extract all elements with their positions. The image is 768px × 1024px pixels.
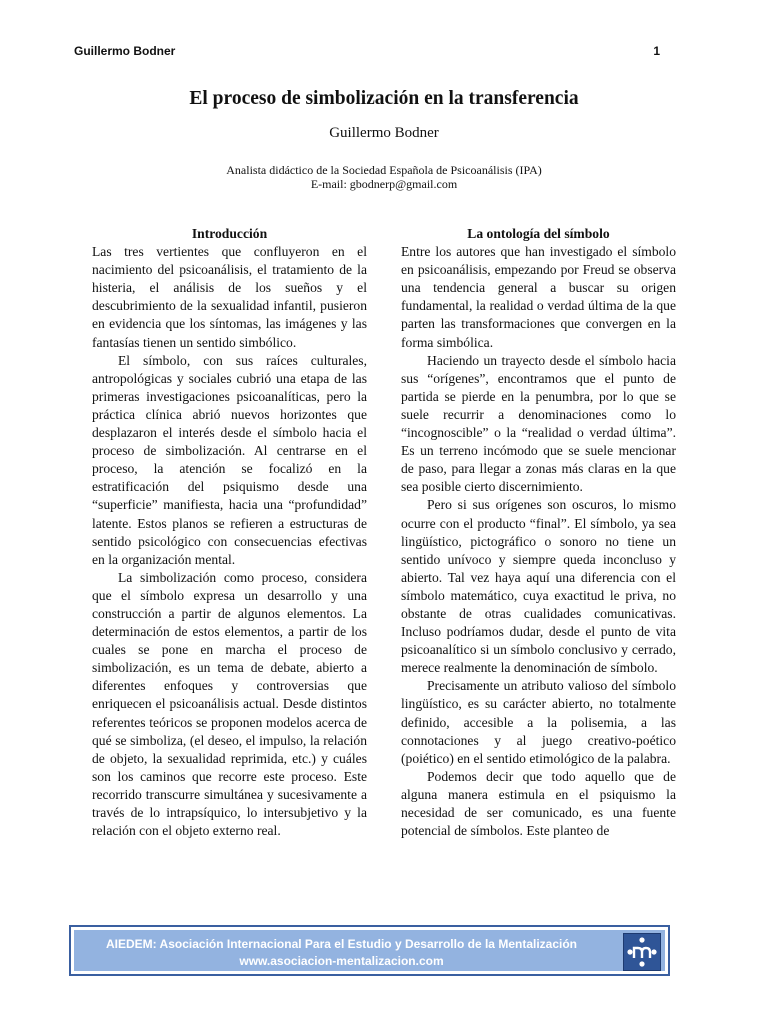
running-header-author: Guillermo Bodner — [74, 44, 176, 58]
paragraph: Precisamente un atributo valioso del símbolo lingüístico, es su carácter abierto, no totalmente definido, accesible a la polisemia, a las connotaciones y al juego creativo-poético (poiético) en el sentido etimológico de la palabra. — [401, 678, 676, 766]
section-heading-ontologia: La ontología del símbolo — [467, 226, 610, 241]
affiliation: Analista didáctico de la Sociedad Española de Psicoanálisis (IPA) — [226, 163, 542, 177]
right-column — [401, 225, 676, 840]
paragraph: Entre los autores que han investigado el símbolo en psicoanálisis, empezando por Freud se observa una tendencia general a buscar su origen fundamental, la realidad o verdad última de la que parten las transformaciones que convergen en la forma simbólica. — [401, 244, 676, 350]
paragraph: Haciendo un trayecto desde el símbolo hacia sus “orígenes”, encontramos que el punto de partida se pierde en la penumbra, por lo que se suele recurrir a denominaciones como lo “incognoscible” o la “realidad o verdad última”. Es un terreno incómodo que se suele mencionar de paso, para llegar a zonas más claras en la que sea posible cierto discernimiento. — [401, 352, 676, 495]
footer-banner — [69, 925, 670, 976]
section-heading-introduccion: Introducción — [191, 226, 268, 241]
author-name: Guillermo Bodner — [329, 125, 439, 141]
footer-text — [74, 936, 609, 970]
aiedem-logo-icon — [623, 933, 661, 971]
page-number: 1 — [653, 44, 660, 58]
running-header — [74, 44, 660, 58]
affiliation-block — [0, 163, 768, 191]
footer-website[interactable]: www.asociacion-mentalizacion.com — [239, 954, 444, 968]
paragraph: La simbolización como proceso, considera que el símbolo expresa un desarrollo y una construcción a partir de algunos elementos. La determinación de estos elementos, a partir de los cuales se pone en marcha el proceso de simbolización, es un tema de debate, abierto a diferentes enfoques y controversias que enriquecen el psicoanálisis actual. Desde distintos referentes teóricos se proponen modelos acerca de qué se simboliza, (el deseo, el impulso, la relación de objeto, la sexualidad reprimida, etc.) y cuáles son los caminos que recorre este proceso. Este recorrido transcurre simultánea y sucesivamente a través de lo intrapsíquico, lo intersubjetivo y la relación con el objeto externo real. — [92, 569, 367, 839]
left-column — [92, 225, 367, 840]
footer-organization: AIEDEM: Asociación Internacional Para el Estudio y Desarrollo de la Mentalización — [105, 937, 577, 951]
paragraph: El símbolo, con sus raíces culturales, antropológicas y sociales cubrió una etapa de las primeras investigaciones psicoanalíticas, pero la práctica clínica abrió nuevos horizontes que desplazaron el interés desde el símbolo hacia el proceso de simbolización. Al centrarse en el proceso, la atención se focalizó en la estratificación del psiquismo desde una “superficie” manifiesta, hacia una “profundidad” latente. Estos planos se refieren a estructuras de sentido psicológico con consecuencias efectivas en la organización mental. — [92, 352, 367, 567]
paper-title: El proceso de simbolización en la transferencia — [189, 88, 579, 109]
paragraph: Podemos decir que todo aquello que de alguna manera estimula en el psiquismo la necesidad de ser comunicado, es una fuente potencial de símbolos. Este planteo de — [401, 768, 676, 839]
paragraph: Las tres vertientes que confluyeron en el nacimiento del psicoanálisis, el tratamiento de la histeria, el análisis de los sueños y el descubrimiento de la sexualidad infantil, pusieron en evidencia que los síntomas, las imágenes y las fantasías tienen un sentido simbólico. — [92, 244, 367, 350]
email: E-mail: gbodnerp@gmail.com — [310, 177, 458, 191]
paragraph: Pero si sus orígenes son oscuros, lo mismo ocurre con el producto “final”. El símbolo, ya sea lingüístico, pictográfico o sonoro no tiene un sentido unívoco y siempre queda inconcluso y abierto. Tal vez haya aquí una diferencia con el símbolo matemático, cuya exactitud le priva, no obstante de otras cualidades comunicativas. Incluso podríamos dudar, desde el punto de vita psicoanalítico si un símbolo conclusivo y cerrado, merece realmente la denominación de símbolo. — [401, 497, 676, 676]
footer-band — [74, 930, 665, 971]
